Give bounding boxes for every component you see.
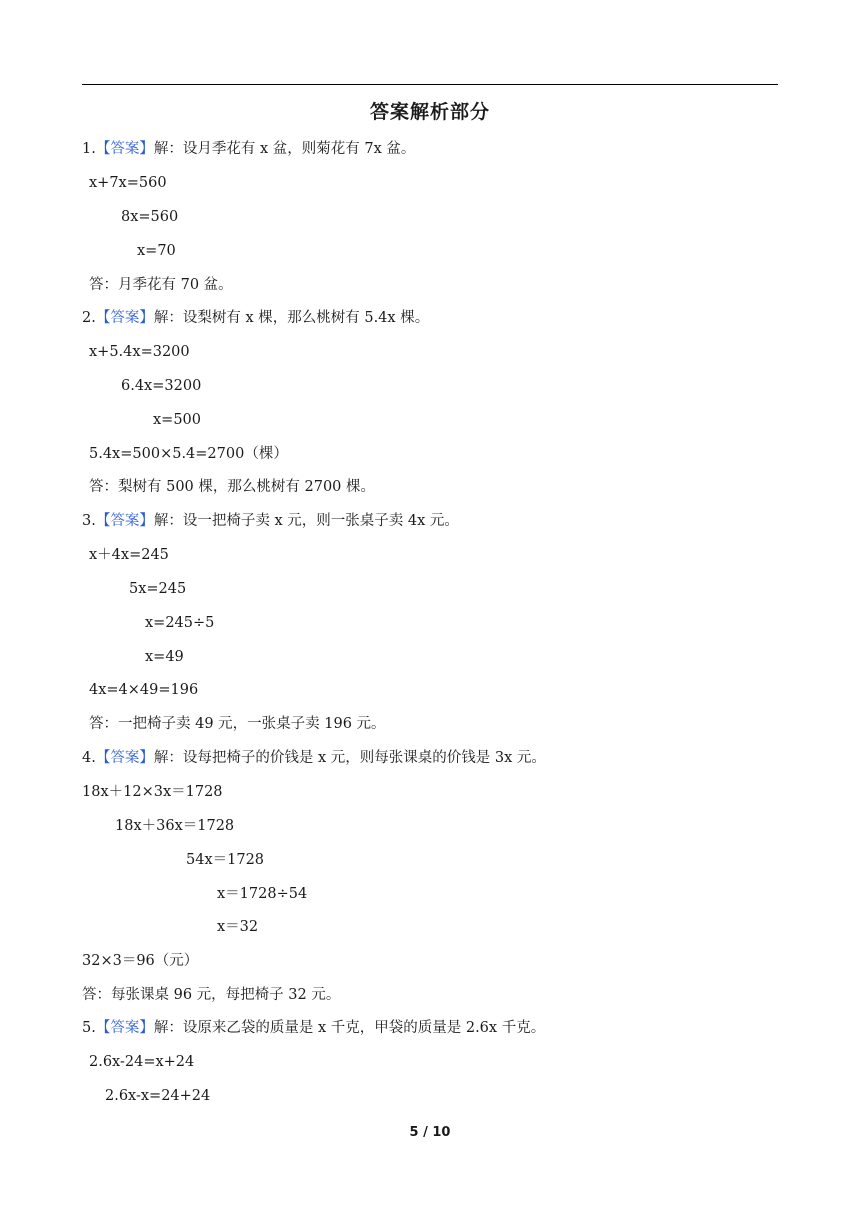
equation-line: 18x＋12×3x＝1728 (82, 784, 223, 800)
page-title: 答案解析部分 (369, 101, 490, 123)
equation-line: 6.4x=3200 (121, 378, 202, 394)
equation-line: 2.6x-x=24+24 (105, 1088, 211, 1104)
problem-intro: 解：设梨树有 x 棵，那么桃树有 5.4x 棵。 (153, 310, 430, 326)
answer-tag: 【答案】 (95, 310, 154, 326)
problem-number: 4. (82, 750, 96, 766)
equation-line: x+5.4x=3200 (89, 344, 190, 360)
equation-line: 2.6x-24=x+24 (89, 1054, 195, 1070)
problem-1-heading (82, 140, 415, 158)
answer-line: 答：月季花有 70 盆。 (89, 277, 233, 293)
answer-tag: 【答案】 (95, 141, 154, 157)
problem-number: 2. (82, 310, 96, 326)
answer-line: 答：梨树有 500 棵，那么桃树有 2700 棵。 (89, 479, 376, 495)
problem-number: 1. (82, 141, 96, 157)
problem-intro: 解：设月季花有 x 盆，则菊花有 7x 盆。 (153, 141, 416, 157)
equation-line: 5.4x=500×5.4=2700（棵） (89, 446, 288, 462)
equation-line: 8x=560 (121, 209, 179, 225)
equation-line: x=49 (145, 649, 184, 665)
equation-line: 18x＋36x＝1728 (115, 818, 235, 834)
answer-tag: 【答案】 (95, 750, 154, 766)
problem-intro: 解：设一把椅子卖 x 元，则一张桌子卖 4x 元。 (153, 513, 459, 529)
equation-line: x＝1728÷54 (217, 886, 308, 902)
equation-line: 5x=245 (129, 581, 187, 597)
problem-5-heading (82, 1019, 545, 1037)
equation-line: x+7x=560 (89, 175, 167, 191)
problem-4-heading (82, 749, 546, 767)
answer-tag: 【答案】 (95, 1020, 154, 1036)
equation-line: x=245÷5 (145, 615, 215, 631)
problem-3-heading (82, 512, 459, 530)
problem-intro: 解：设原来乙袋的质量是 x 千克，甲袋的质量是 2.6x 千克。 (153, 1020, 546, 1036)
problem-2-heading (82, 309, 429, 327)
problem-number: 5. (82, 1020, 96, 1036)
equation-line: x=70 (137, 243, 176, 259)
page-number: 5 / 10 (409, 1125, 451, 1140)
equation-line: 54x＝1728 (186, 852, 265, 868)
answer-tag: 【答案】 (95, 513, 154, 529)
problem-intro: 解：设每把椅子的价钱是 x 元，则每张课桌的价钱是 3x 元。 (153, 750, 546, 766)
answer-line: 答：每张课桌 96 元，每把椅子 32 元。 (82, 987, 341, 1003)
answer-line: 答：一把椅子卖 49 元，一张桌子卖 196 元。 (89, 716, 386, 732)
equation-line: x＋4x=245 (89, 547, 169, 563)
header-rule (82, 84, 778, 85)
equation-line: x＝32 (217, 919, 259, 935)
equation-line: x=500 (153, 412, 202, 428)
equation-line: 4x=4×49=196 (89, 682, 199, 698)
problem-number: 3. (82, 513, 96, 529)
equation-line: 32×3＝96（元） (82, 953, 199, 969)
